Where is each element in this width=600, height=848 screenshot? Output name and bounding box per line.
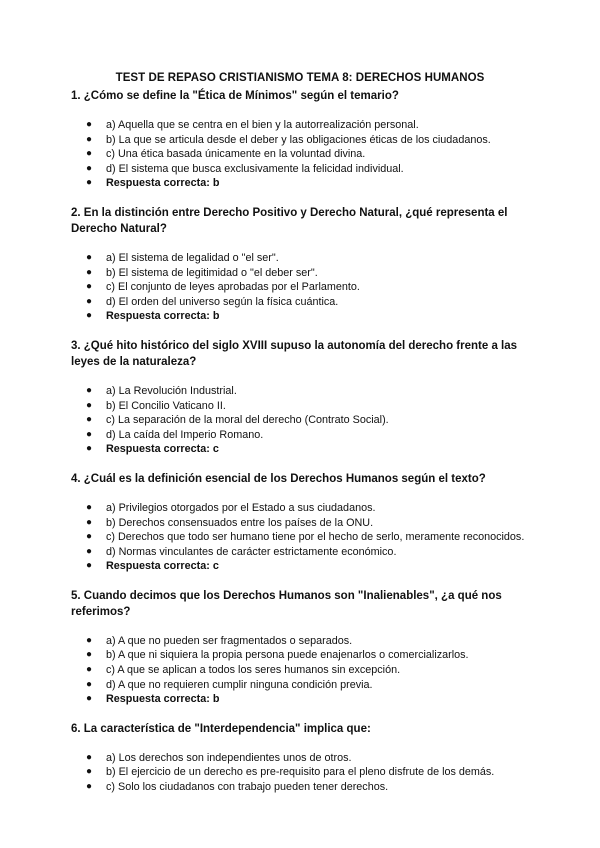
option-item: ● b) La que se articula desde el deber y las obligaciones éticas de los ciudadanos. <box>86 133 491 146</box>
question-text: 1. ¿Cómo se define la "Ética de Mínimos" según el temario? <box>71 90 399 102</box>
option-item: ● b) El Concilio Vaticano II. <box>86 399 226 412</box>
option-list <box>71 751 531 795</box>
bullet-icon: ● <box>86 751 93 763</box>
bullet-icon: ● <box>86 428 93 440</box>
option-item: ● a) A que no pueden ser fragmentados o separados. <box>86 634 353 647</box>
bullet-icon: ● <box>86 781 93 793</box>
bullet-icon: ● <box>86 693 93 705</box>
option-item: ● a) Privilegios otorgados por el Estado a sus ciudadanos. <box>86 501 376 514</box>
option-item: ● a) Aquella que se centra en el bien y la autorrealización personal. <box>86 119 419 131</box>
bullet-icon: ● <box>86 545 93 557</box>
option-item: ● a) Los derechos son independientes unos de otros. <box>86 751 352 764</box>
bullet-icon: ● <box>86 177 93 189</box>
bullet-icon: ● <box>86 560 93 572</box>
question-list <box>71 88 531 795</box>
question-4 <box>71 471 531 574</box>
bullet-icon: ● <box>86 678 93 690</box>
bullet-icon: ● <box>86 251 93 263</box>
bullet-icon: ● <box>86 664 93 676</box>
question-text: 5. Cuando decimos que los Derechos Humanos son "Inalienables", ¿a qué nos referimos? <box>71 589 502 618</box>
bullet-icon: ● <box>86 266 93 278</box>
correct-answer: ● Respuesta correcta: b <box>86 310 220 323</box>
document-title: TEST DE REPASO CRISTIANISMO TEMA 8: DERECHOS HUMANOS <box>115 72 485 84</box>
question-5 <box>71 588 531 707</box>
bullet-icon: ● <box>86 634 93 646</box>
bullet-icon: ● <box>86 649 93 661</box>
question-6 <box>71 721 531 795</box>
option-item: ● c) Derechos que todo ser humano tiene por el hecho de serlo, meramente reconocidos. <box>86 531 525 544</box>
option-item: ● d) La caída del Imperio Romano. <box>86 428 264 441</box>
option-item: ● c) Solo los ciudadanos con trabajo pueden tener derechos. <box>86 781 389 794</box>
bullet-icon: ● <box>86 766 93 778</box>
option-item: ● b) A que ni siquiera la propia persona puede enajenarlos o comercializarlos. <box>86 649 469 662</box>
bullet-icon: ● <box>86 310 93 322</box>
bullet-icon: ● <box>86 516 93 528</box>
bullet-icon: ● <box>86 162 93 174</box>
option-list <box>71 384 531 457</box>
bullet-icon: ● <box>86 443 93 455</box>
bullet-icon: ● <box>86 119 93 130</box>
question-text: 6. La característica de "Interdependencia" implica que: <box>71 722 371 735</box>
correct-answer: ● Respuesta correcta: b <box>86 177 220 190</box>
option-list <box>71 251 531 324</box>
option-list <box>71 501 531 574</box>
option-item: ● c) Una ética basada únicamente en la voluntad divina. <box>86 148 366 161</box>
bullet-icon: ● <box>86 148 93 160</box>
option-item: ● b) El ejercicio de un derecho es pre-requisito para el pleno disfrute de los demás. <box>86 766 495 779</box>
question-2 <box>71 205 531 324</box>
bullet-icon: ● <box>86 414 93 426</box>
option-item: ● b) Derechos consensuados entre los países de la ONU. <box>86 516 374 529</box>
bullet-icon: ● <box>86 295 93 307</box>
option-item: ● d) Normas vinculantes de carácter estrictamente económico. <box>86 545 397 558</box>
option-item: ● a) El sistema de legalidad o "el ser". <box>86 251 279 264</box>
option-list <box>71 118 531 191</box>
question-3 <box>71 338 531 457</box>
option-item: ● a) La Revolución Industrial. <box>86 384 237 397</box>
option-item: ● b) El sistema de legitimidad o "el deber ser". <box>86 266 318 279</box>
option-item: ● d) El orden del universo según la física cuántica. <box>86 295 339 308</box>
option-item: ● c) El conjunto de leyes aprobadas por el Parlamento. <box>86 281 360 294</box>
bullet-icon: ● <box>86 399 93 411</box>
option-list <box>71 634 531 707</box>
correct-answer: ● Respuesta correcta: c <box>86 560 219 573</box>
option-item: ● d) A que no requieren cumplir ninguna condición previa. <box>86 678 373 691</box>
bullet-icon: ● <box>86 281 93 293</box>
question-text: 3. ¿Qué hito histórico del siglo XVIII supuso la autonomía del derecho frente a las leyes de la naturaleza? <box>71 339 518 368</box>
question-text: 2. En la distinción entre Derecho Positivo y Derecho Natural, ¿qué representa el Derecho Natural? <box>71 206 508 235</box>
bullet-icon: ● <box>86 133 93 145</box>
correct-answer: ● Respuesta correcta: c <box>86 443 219 456</box>
question-1 <box>71 88 531 191</box>
question-text: 4. ¿Cuál es la definición esencial de los Derechos Humanos según el texto? <box>71 472 486 485</box>
option-item: ● c) A que se aplican a todos los seres humanos sin excepción. <box>86 664 401 677</box>
bullet-icon: ● <box>86 384 93 396</box>
bullet-icon: ● <box>86 501 93 513</box>
option-item: ● c) La separación de la moral del derecho (Contrato Social). <box>86 414 389 427</box>
option-item: ● d) El sistema que busca exclusivamente la felicidad individual. <box>86 162 404 175</box>
bullet-icon: ● <box>86 531 93 543</box>
correct-answer: ● Respuesta correcta: b <box>86 693 220 706</box>
